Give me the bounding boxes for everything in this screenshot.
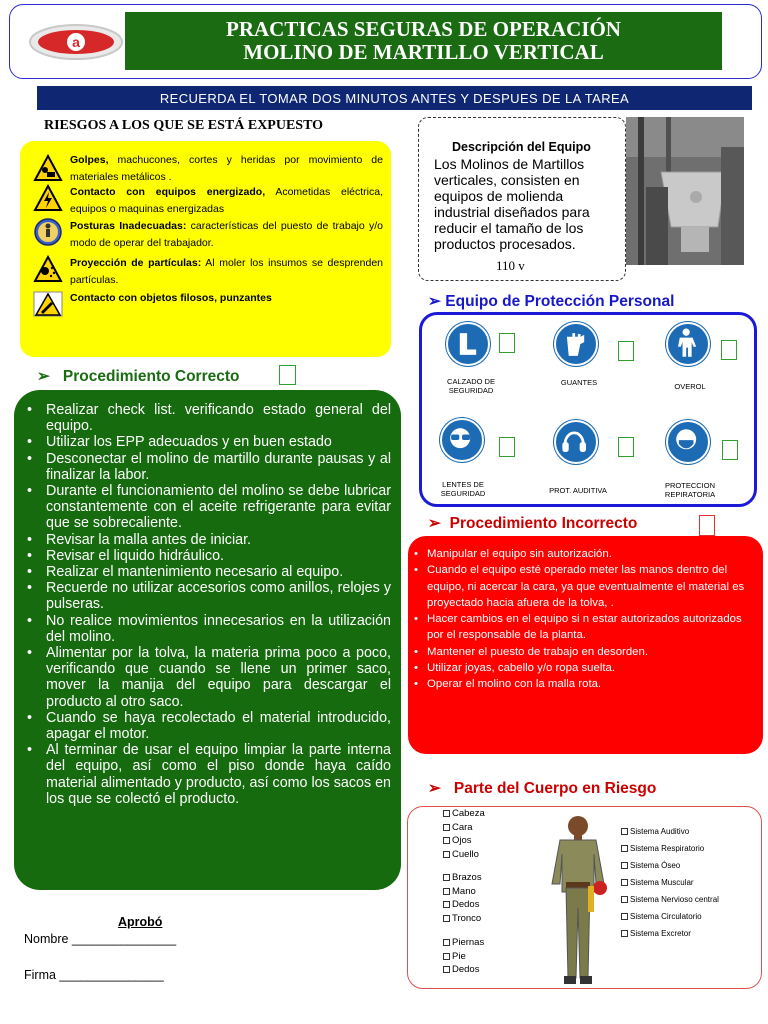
approver-name-field[interactable]: Nombre _______________ xyxy=(24,932,177,946)
list-item: • Recuerde no utilizar accesorios como anillos, relojes y pulseras. xyxy=(27,580,391,612)
checkbox-icon xyxy=(443,939,450,946)
checkbox-icon xyxy=(621,896,628,903)
gloves-icon xyxy=(554,322,598,366)
risk-text: Contacto con objetos filosos, punzantes xyxy=(70,292,272,304)
voltage-label: 110 v xyxy=(496,258,525,273)
safety-glasses-icon xyxy=(440,418,484,462)
coverall-icon xyxy=(666,322,710,366)
epp-label: CALZADO DE SEGURIDAD xyxy=(447,377,495,395)
respirator-checkbox[interactable] xyxy=(722,440,738,460)
incorrect-procedure-list xyxy=(414,546,756,693)
body-part-option[interactable]: Mano xyxy=(443,885,482,899)
boots-checkbox[interactable] xyxy=(499,333,515,353)
incorrect-procedure-panel xyxy=(408,536,763,754)
particles-warning-icon xyxy=(33,255,63,283)
checkbox-icon xyxy=(443,810,450,817)
reminder-banner: RECUERDA EL TOMAR DOS MINUTOS ANTES Y DESPUES DE LA TAREA xyxy=(37,86,752,110)
body-part-option[interactable]: Cabeza xyxy=(443,807,485,821)
title-line-1: PRACTICAS SEGURAS DE OPERACIÓN xyxy=(226,17,621,41)
epp-label: PROTECCION REPIRATORIA xyxy=(664,481,716,499)
list-item: • No realice movimientos innecesarios en la utilización del molino. xyxy=(27,613,391,645)
checkbox-icon xyxy=(443,851,450,858)
glasses-checkbox[interactable] xyxy=(499,437,515,457)
description-text: Los Molinos de Martillos verticales, consisten en equipos de molienda industrial diseñados para reducir el tamaño de los productos procesados. xyxy=(434,156,590,252)
body-parts-head-group xyxy=(443,807,485,862)
list-item: • Al terminar de usar el equipo limpiar la parte interna del equipo, así como el piso donde haya caído material alimentado y producto, así como los sacos en los que se colectó el producto. xyxy=(27,742,391,807)
epp-label: PROT. AUDITIVA xyxy=(549,486,607,495)
list-item: • Revisar la malla antes de iniciar. xyxy=(27,532,391,548)
impact-warning-icon xyxy=(33,154,63,182)
checkbox-icon xyxy=(621,930,628,937)
list-item: • Operar el molino con la malla rota. xyxy=(414,676,756,692)
epp-label: OVEROL xyxy=(674,382,706,391)
checkbox-icon xyxy=(621,845,628,852)
list-item: • Realizar el mantenimiento necesario al equipo. xyxy=(27,564,391,580)
checkbox-icon xyxy=(443,966,450,973)
body-system-option[interactable]: Sistema Nervioso central xyxy=(621,891,719,908)
list-item: • Hacer cambios en el equipo si n estar autorizados autorizados por el responsable de la planta. xyxy=(414,611,756,644)
epp-title: ➢ Equipo de Protección Personal xyxy=(428,293,675,310)
risk-text: Posturas Inadecuadas: características del puesto de trabajo y/o modo de operar del trabajador. xyxy=(70,220,383,249)
list-item: • Desconectar el molino de martillo durante pausas y al finalizar la labor. xyxy=(27,451,391,483)
body-system-option[interactable]: Sistema Muscular xyxy=(621,874,719,891)
approval-title: Aprobó xyxy=(118,915,163,929)
checkbox-icon xyxy=(443,901,450,908)
electric-warning-icon xyxy=(33,184,63,212)
correct-procedure-panel xyxy=(14,390,401,890)
body-system-option[interactable]: Sistema Auditivo xyxy=(621,823,719,840)
list-item: • Durante el funcionamiento del molino se debe lubricar constantemente con el aceite refrigerante para evitar que se sobrecaliente. xyxy=(27,483,391,532)
body-part-option[interactable]: Ojos xyxy=(443,834,485,848)
body-part-option[interactable]: Cuello xyxy=(443,848,485,862)
page-title xyxy=(125,12,722,70)
correct-procedure-checkbox[interactable] xyxy=(279,365,296,385)
body-part-option[interactable]: Cara xyxy=(443,821,485,835)
risk-text: Contacto con equipos energizado, Acometidas eléctrica, equipos o maquinas energizadas xyxy=(70,186,383,215)
body-parts-arm-group xyxy=(443,871,482,926)
checkbox-icon xyxy=(621,828,628,835)
company-logo xyxy=(28,22,124,62)
logo-letter: a xyxy=(72,34,80,50)
checkbox-icon xyxy=(621,879,628,886)
risk-text: Proyección de partículas: Al moler los insumos se desprenden partículas. xyxy=(70,257,383,286)
body-parts-title: ➢ Parte del Cuerpo en Riesgo xyxy=(428,780,657,797)
correct-procedure-title: ➢ Procedimiento Correcto xyxy=(37,368,240,385)
epp-label: LENTES DE SEGURIDAD xyxy=(440,480,486,498)
checkbox-icon xyxy=(443,837,450,844)
list-item: • Mantener el puesto de trabajo en desorden. xyxy=(414,644,756,660)
checkbox-icon xyxy=(443,915,450,922)
body-systems-list xyxy=(621,823,719,942)
risks-title: RIESGOS A LOS QUE SE ESTÁ EXPUESTO xyxy=(44,118,324,133)
list-item: • Revisar el liquido hidráulico. xyxy=(27,548,391,564)
checkbox-icon xyxy=(443,824,450,831)
body-part-option[interactable]: Pie xyxy=(443,950,484,964)
checkbox-icon xyxy=(443,888,450,895)
body-part-option[interactable]: Brazos xyxy=(443,871,482,885)
list-item: • Cuando el equipo esté operado meter las manos dentro del equipo, ni acercar la cara, ya que eventualmente el material es proyectado hacia afuera de la tolva, . xyxy=(414,562,756,611)
epp-label: GUANTES xyxy=(560,378,598,387)
list-item: • Cuando se haya recolectado el material introducido, apagar el motor. xyxy=(27,710,391,742)
risk-text: Golpes, machucones, cortes y heridas por movimiento de materiales metálicos . xyxy=(70,154,383,183)
checkbox-icon xyxy=(443,953,450,960)
respirator-icon xyxy=(666,420,710,464)
body-part-option[interactable]: Dedos xyxy=(443,898,482,912)
body-part-option[interactable]: Tronco xyxy=(443,912,482,926)
body-parts-leg-group xyxy=(443,936,484,977)
list-item: • Manipular el equipo sin autorización. xyxy=(414,546,756,562)
list-item: • Realizar check list. verificando estado general del equipo. xyxy=(27,402,391,434)
checkbox-icon xyxy=(621,862,628,869)
body-part-option[interactable]: Dedos xyxy=(443,963,484,977)
hammer-mill-photo xyxy=(626,117,744,265)
body-part-option[interactable]: Piernas xyxy=(443,936,484,950)
gloves-checkbox[interactable] xyxy=(618,341,634,361)
coverall-checkbox[interactable] xyxy=(721,340,737,360)
correct-procedure-list xyxy=(27,402,391,807)
description-title: Descripción del Equipo xyxy=(452,140,591,154)
sharp-objects-icon xyxy=(33,290,63,318)
checkbox-icon xyxy=(443,874,450,881)
incorrect-procedure-checkbox[interactable] xyxy=(699,515,715,536)
body-system-option[interactable]: Sistema Óseo xyxy=(621,857,719,874)
safety-boots-icon xyxy=(446,322,490,366)
worker-illustration xyxy=(540,812,616,988)
list-item: • Utilizar joyas, cabello y/o ropa suelta. xyxy=(414,660,756,676)
title-line-2: MOLINO DE MARTILLO VERTICAL xyxy=(243,40,604,64)
signature-field[interactable]: Firma _______________ xyxy=(24,968,164,982)
risks-panel xyxy=(20,141,391,357)
posture-icon xyxy=(33,218,63,246)
ear-protection-icon xyxy=(554,420,598,464)
ear-protection-checkbox[interactable] xyxy=(618,437,634,457)
list-item: • Alimentar por la tolva, la materia prima poco a poco, verificando que cuando se llene un primer saco, mover la manija del equipo para descargar el producto al otro saco. xyxy=(27,645,391,710)
body-system-option[interactable]: Sistema Respiratorio xyxy=(621,840,719,857)
incorrect-procedure-title: ➢ Procedimiento Incorrecto xyxy=(428,515,638,532)
list-item: • Utilizar los EPP adecuados y en buen estado xyxy=(27,434,391,450)
body-system-option[interactable]: Sistema Excretor xyxy=(621,925,719,942)
body-system-option[interactable]: Sistema Circulatorio xyxy=(621,908,719,925)
checkbox-icon xyxy=(621,913,628,920)
